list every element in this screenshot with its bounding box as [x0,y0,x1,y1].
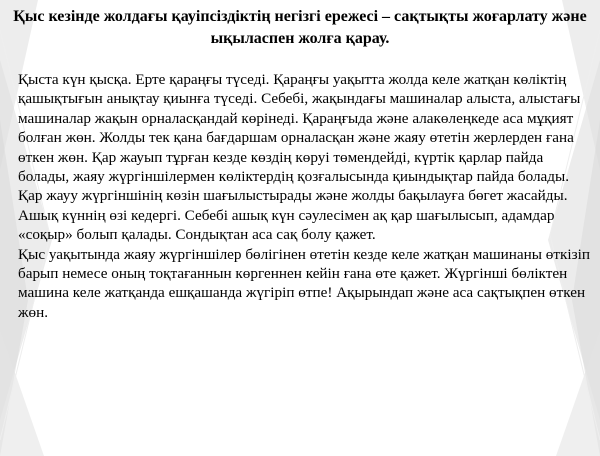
document-title: Қыс кезінде жолдағы қауіпсіздіктің негізгі ережесі – сақтықты жоғарлату және ықыласпен жолға қарау. [13,8,587,47]
document-body [18,70,590,322]
paragraph-1: Қыста күн қысқа. Ерте қараңғы түседі. Қараңғы уақытта жолда келе жатқан көліктің қашықтығын анықтау қиынға түседі. Себебі, жақындағы машиналар алыста, алыстағы машиналар жақын орналасқандай көрінеді. Қараңғыда және алакөлеңкеде аса мұқият болған жөн. Жолды тек қана бағдаршам орналасқан және жаяу өтетін жерлерден ғана өткен жөн. Қар жауып тұрған кезде көздің көруі төмендейді, күртік қарлар пайда болады, жаяу жүргіншілермен көліктердің қозғалысында қиындықтар пайда болады. Қар жауу жүргіншінің көзін шағылыстырады және жолды бақылауға бөгет жасайды. Ашық күннің өзі кедергі. Себебі ашық күн сәулесімен ақ қар шағылысып, адамдар «соқыр» болып қалады. Сондықтан аса сақ болу қажет. [18,71,581,244]
paragraph-2: Қыс уақытында жаяу жүргіншілер бөлігінен өтетін кезде келе жатқан машинаны өткізіп барып немесе оның тоқтағаннын көргеннен кейін ғана өте қажет. Жүргінші бөліктен машина келе жатқанда ешқашанда жүгіріп өтпе! Ақырындап және аса сақтықпен өткен жөн. [18,245,590,321]
